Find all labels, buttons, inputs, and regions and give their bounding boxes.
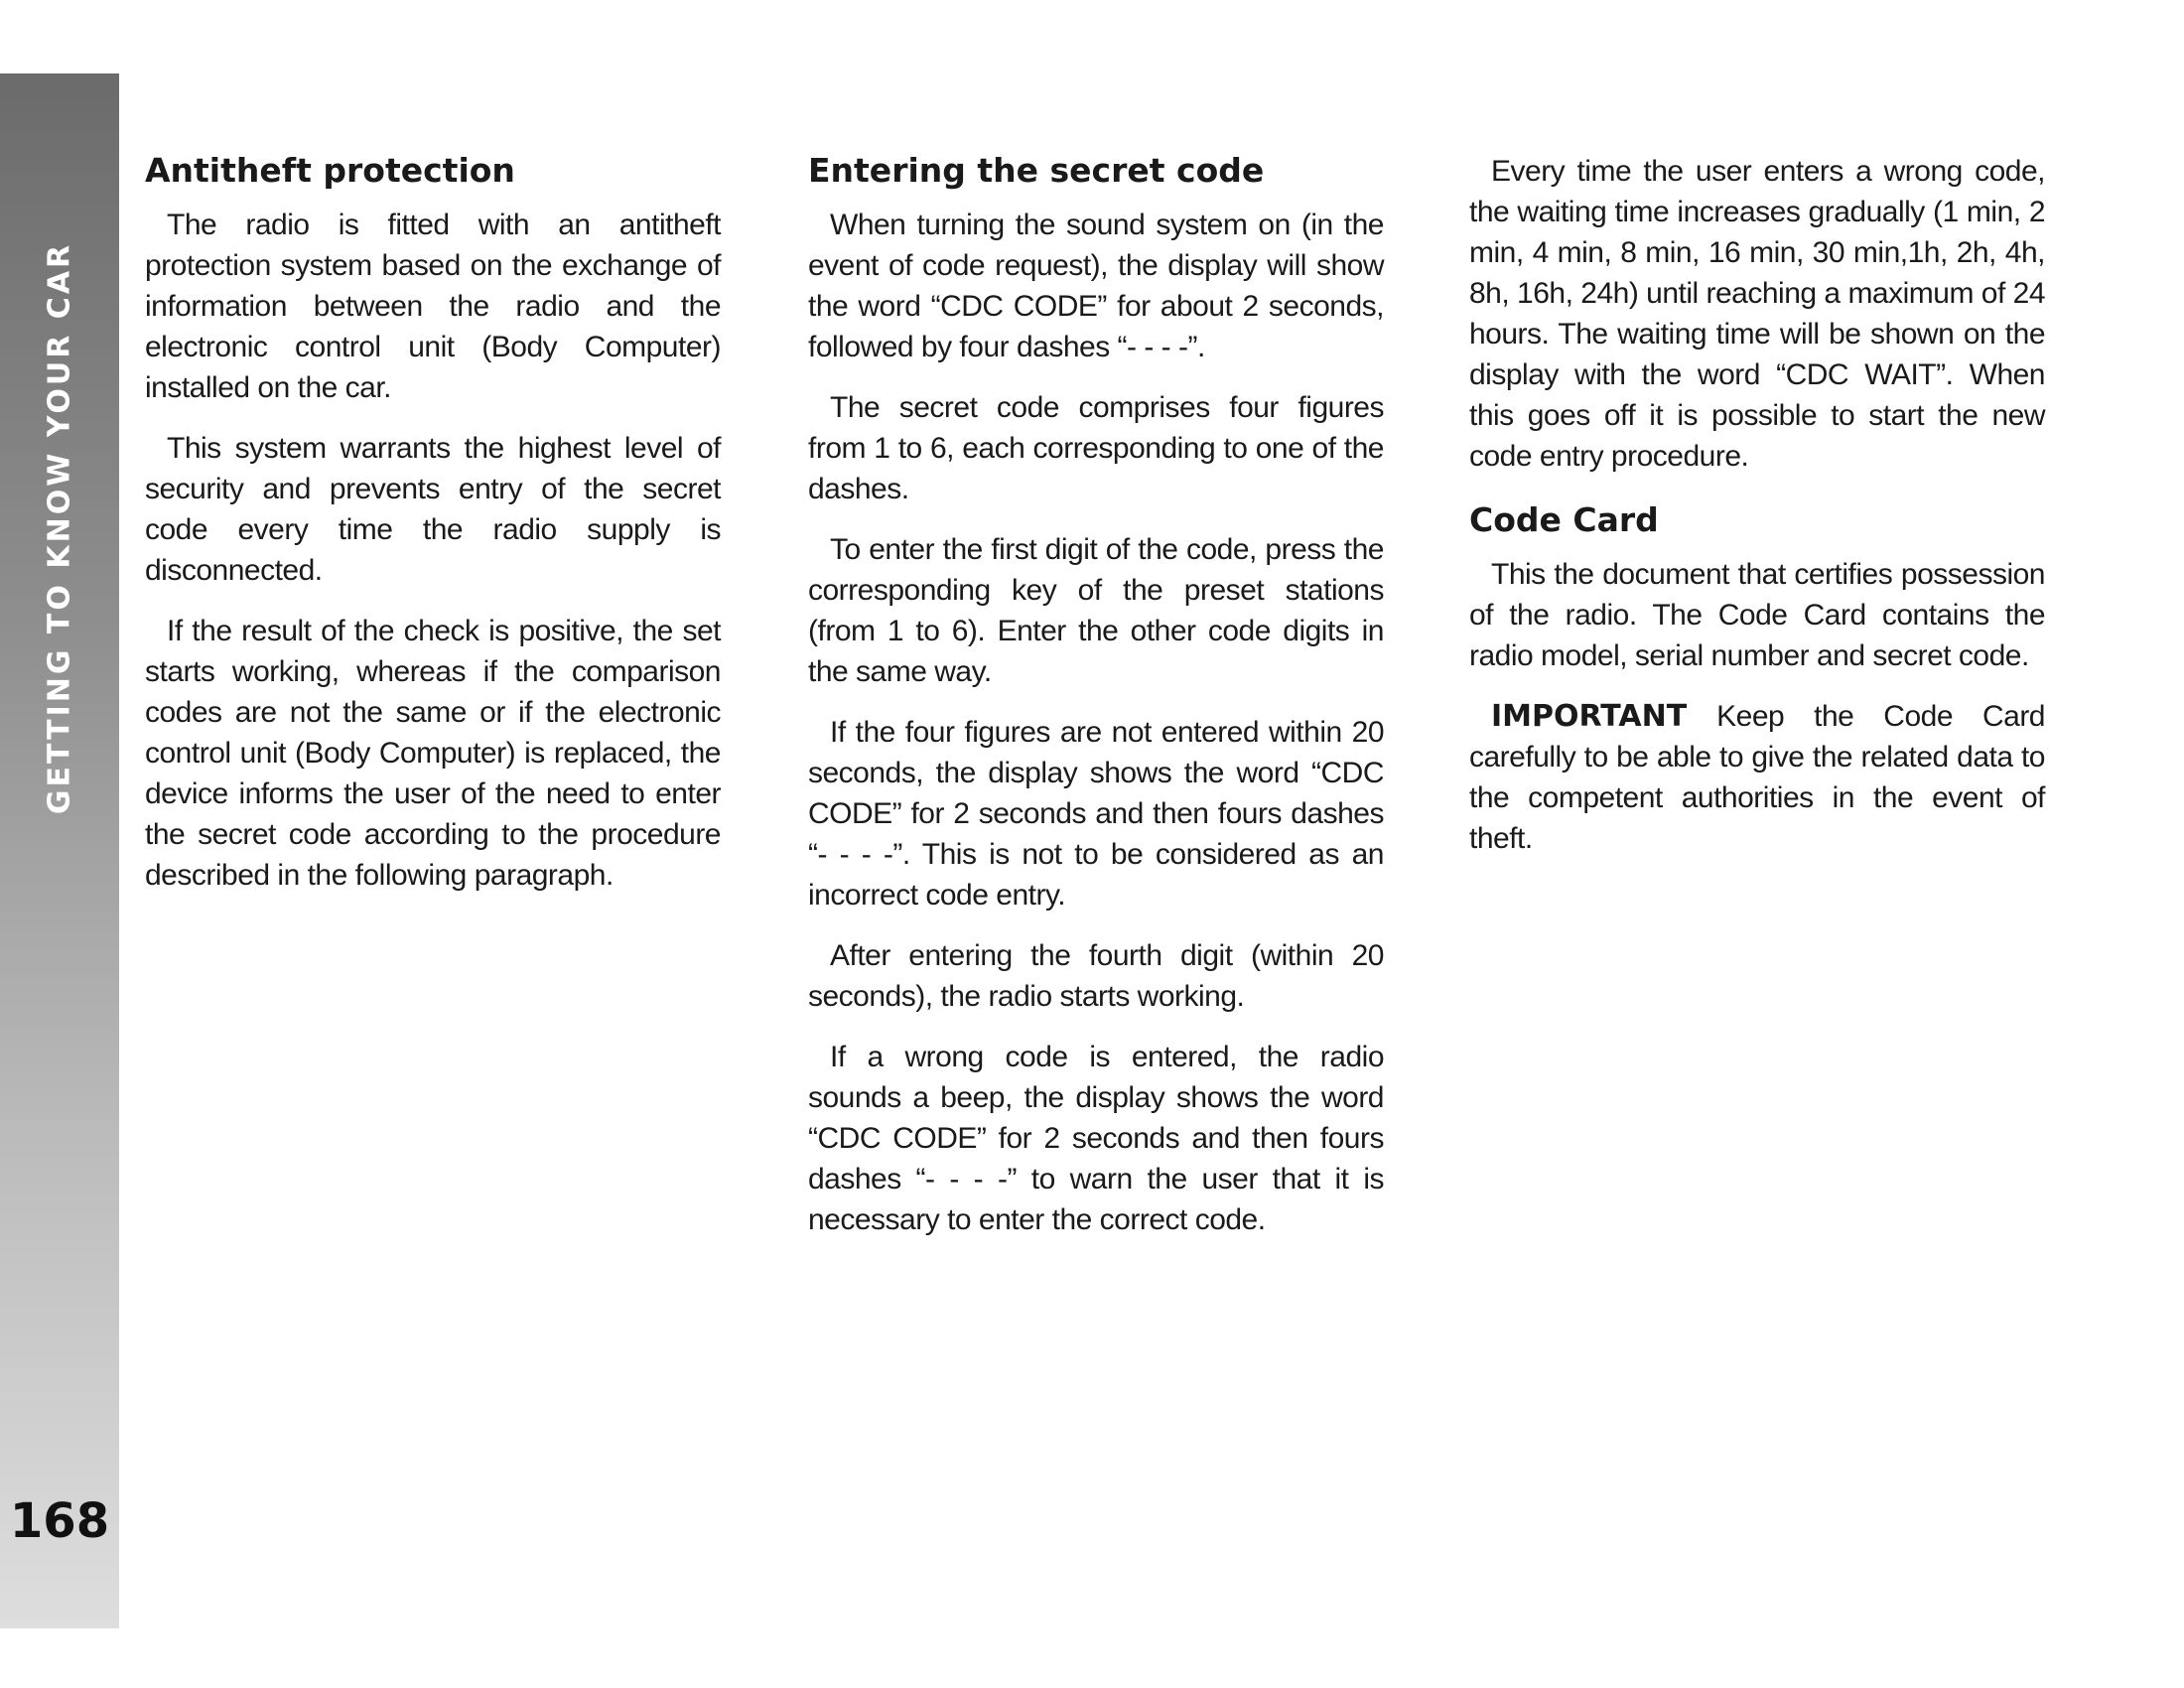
important-note [1469, 696, 2045, 859]
paragraph: The secret code comprises four figures from 1 to 6, each corresponding to one of the dashes. [808, 390, 1384, 505]
column-3 [1469, 151, 2045, 879]
chapter-side-tab [0, 73, 119, 1628]
paragraph: Every time the user enters a wrong code, the waiting time increases gradually (1 min, 2 min, 4 min, 8 min, 16 min, 30 min,1h, 2h, 4h, 8h, 16h, 24h) until reaching a maximum of 24 hours. The waiting time will be shown on the display with the word “CDC WAIT”. When this goes off it is possible to start the new code entry procedure. [1469, 155, 2046, 473]
paragraph: The radio is fitted with an antitheft protection system based on the exchange of information between the radio and the electronic control unit (Body Computer) installed on the car. [145, 208, 721, 404]
paragraph: After entering the fourth digit (within 20 seconds), the radio starts working. [808, 938, 1384, 1013]
paragraph: If the result of the check is positive, the set starts working, whereas if the comparison codes are not the same or if the electronic control unit (Body Computer) is replaced, the device informs the user of the need to enter the secret code according to the procedure described in the following paragraph. [145, 614, 721, 892]
important-text: Keep the Code Card carefully to be able to give the related data to the competent authorities in the event of theft. [1469, 699, 2045, 855]
section-heading-secret-code: Entering the secret code [808, 151, 1265, 190]
paragraph: If the four figures are not entered within 20 seconds, the display shows the word “CDC CODE” for 2 seconds and then fours dashes “- - - -”. This is not to be considered as an incorrect code entry. [808, 715, 1384, 912]
paragraph: When turning the sound system on (in the event of code request), the display will show the word “CDC CODE” for about 2 seconds, followed by four dashes “- - - -”. [808, 208, 1384, 363]
column-1 [145, 151, 721, 915]
paragraph: This system warrants the highest level of security and prevents entry of the secret code every time the radio supply is disconnected. [145, 431, 721, 587]
section-heading-antitheft: Antitheft protection [145, 151, 515, 190]
paragraph: This the document that certifies possession of the radio. The Code Card contains the radio model, serial number and secret code. [1469, 557, 2045, 672]
paragraph: To enter the first digit of the code, press the corresponding key of the preset stations (from 1 to 6). Enter the other code digits in the same way. [808, 532, 1384, 688]
page-number: 168 [9, 1493, 110, 1549]
section-heading-code-card: Code Card [1469, 500, 1659, 539]
column-2 [808, 151, 1384, 1260]
important-label: IMPORTANT [1491, 698, 1688, 734]
paragraph: If a wrong code is entered, the radio sounds a beep, the display shows the word “CDC CODE” for 2 seconds and then fours dashes “- - - -” to warn the user that it is necessary to enter the correct code. [808, 1040, 1384, 1236]
chapter-title: GETTING TO KNOW YOUR CAR [42, 241, 77, 815]
